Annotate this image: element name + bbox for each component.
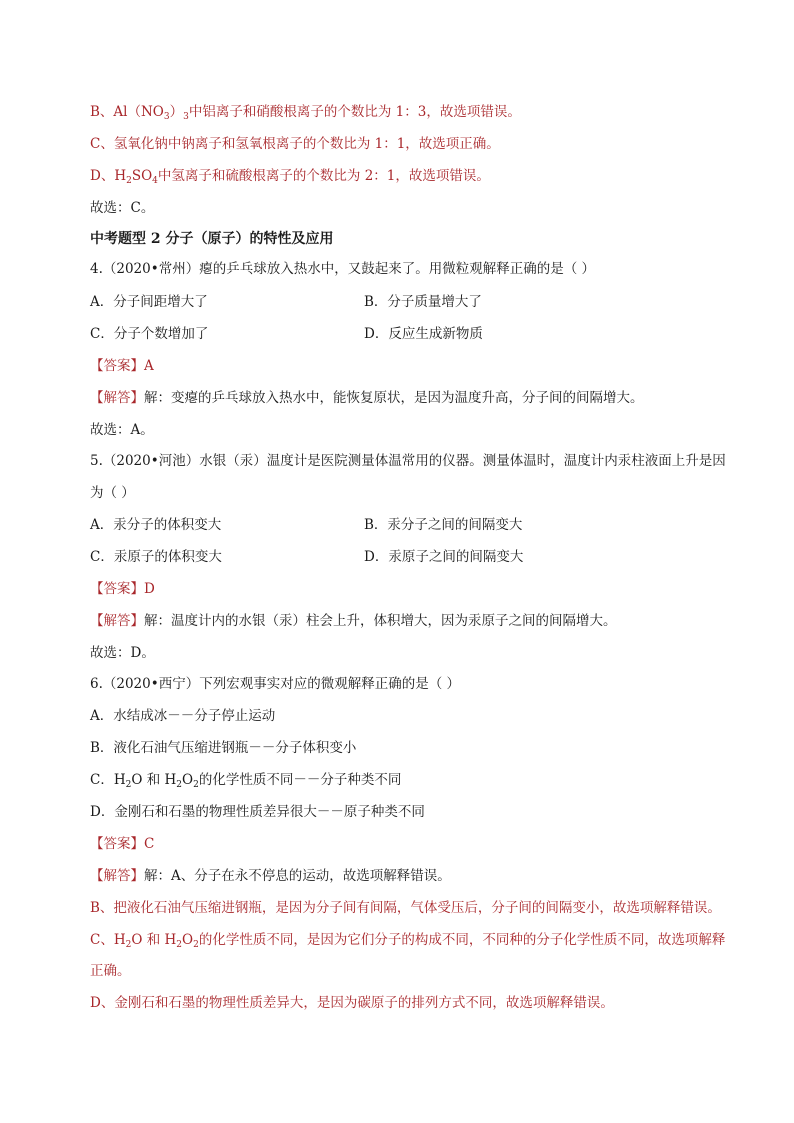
question-6-explanation-c <box>90 930 725 955</box>
question-6-solution <box>90 866 451 886</box>
explanation-text: C、H <box>90 932 126 948</box>
question-5-option-c: C．汞原子的体积变大 <box>90 549 222 565</box>
option-text: C．H <box>90 772 126 788</box>
question-6-option-d: D．金刚石和石墨的物理性质差异很大－－原子种类不同 <box>90 804 425 820</box>
question-5-option-b: B．汞分子之间的间隔变大 <box>364 517 523 533</box>
subscript: 2 <box>176 780 183 790</box>
prev-option-b-text: 中铝离子和硝酸根离子的个数比为 1：3，故选项错误。 <box>188 104 521 120</box>
question-5-answer <box>90 579 155 599</box>
answer-label: 【答案】 <box>90 358 144 374</box>
section-title: 中考题型 2 分子（原子）的特性及应用 <box>90 231 334 247</box>
prev-option-d-text: D、H <box>90 168 127 184</box>
solution-text: 解：变瘪的乒乓球放入热水中，能恢复原状，是因为温度升高，分子间的间隔增大。 <box>144 390 644 406</box>
question-6-explanation-b: B、把液化石油气压缩进钢瓶，是因为分子间有间隔，气体受压后，分子间的间隔变小，故选项解释错误。 <box>90 900 721 916</box>
question-4-option-b: B．分子质量增大了 <box>364 294 482 310</box>
subscript: 2 <box>193 940 199 950</box>
prev-select: 故选：C。 <box>90 200 155 216</box>
question-4-select: 故选：A。 <box>90 422 154 438</box>
subscript: 3 <box>163 112 170 122</box>
subscript: 2 <box>176 940 183 950</box>
prev-option-b-text: B、Al（NO <box>90 104 164 120</box>
question-4-option-d: D．反应生成新物质 <box>364 326 483 342</box>
answer-value: C <box>144 836 155 852</box>
prev-option-b-explanation <box>90 102 521 127</box>
question-5-stem-line1: 5.（2020•河池）水银（汞）温度计是医院测量体温常用的仪器。测量体温时，温度计内汞柱液面上升是因 <box>90 453 726 469</box>
subscript: 3 <box>183 112 189 122</box>
answer-label: 【答案】 <box>90 836 144 852</box>
subscript: 2 <box>126 176 132 186</box>
prev-option-d-explanation <box>90 166 490 191</box>
question-4-option-a: A．分子间距增大了 <box>90 294 208 310</box>
question-6-explanation-d: D、金刚石和石墨的物理性质差异大，是因为碳原子的排列方式不同，故选项解释错误。 <box>90 995 614 1011</box>
answer-label: 【答案】 <box>90 581 144 597</box>
question-6-option-c <box>90 770 401 795</box>
answer-value: A <box>144 358 154 374</box>
explanation-text: O <box>182 932 194 948</box>
question-5-option-a: A．汞分子的体积变大 <box>90 517 222 533</box>
question-4-stem: 4.（2020•常州）瘪的乒乓球放入热水中，又鼓起来了。用微粒观解释正确的是（ ） <box>90 261 595 277</box>
solution-label: 【解答】 <box>90 613 144 629</box>
subscript: 2 <box>193 780 199 790</box>
prev-option-d-text: 中氢离子和硫酸根离子的个数比为 2：1，故选项错误。 <box>157 168 490 184</box>
subscript: 2 <box>125 780 132 790</box>
question-6-option-a: A．水结成冰－－分子停止运动 <box>90 708 276 724</box>
question-5-option-d: D．汞原子之间的间隔变大 <box>364 549 524 565</box>
question-4-solution <box>90 388 644 408</box>
subscript: 4 <box>152 176 158 186</box>
solution-label: 【解答】 <box>90 868 144 884</box>
question-5-stem-line2: 为（ ） <box>90 485 135 501</box>
subscript: 2 <box>125 940 132 950</box>
prev-option-b-text: ） <box>169 104 184 120</box>
option-text: 的化学性质不同－－分子种类不同 <box>198 772 402 788</box>
question-6-option-b: B．液化石油气压缩进钢瓶－－分子体积变小 <box>90 740 357 756</box>
explanation-text: O 和 H <box>131 932 177 948</box>
solution-text: 解：A、分子在永不停息的运动，故选项解释错误。 <box>144 868 451 884</box>
explanation-text: 的化学性质不同，是因为它们分子的构成不同，不同种的分子化学性质不同，故选项解释 <box>198 932 726 948</box>
question-4-answer <box>90 356 154 376</box>
option-text: O 和 H <box>131 772 177 788</box>
answer-value: D <box>144 581 155 597</box>
prev-option-d-text: SO <box>131 168 153 184</box>
option-text: O <box>182 772 194 788</box>
question-4-option-c: C．分子个数增加了 <box>90 326 209 342</box>
question-6-explanation-c-continued: 正确。 <box>90 963 131 979</box>
prev-option-c-explanation: C、氢氧化钠中钠离子和氢氧根离子的个数比为 1：1，故选项正确。 <box>90 136 500 152</box>
solution-text: 解：温度计内的水银（汞）柱会上升，体积增大，因为汞原子之间的间隔增大。 <box>144 613 617 629</box>
solution-label: 【解答】 <box>90 390 144 406</box>
question-5-select: 故选：D。 <box>90 645 155 661</box>
question-6-stem: 6.（2020•西宁）下列宏观事实对应的微观解释正确的是（ ） <box>90 676 460 692</box>
question-5-solution <box>90 611 617 631</box>
question-6-answer <box>90 834 154 854</box>
